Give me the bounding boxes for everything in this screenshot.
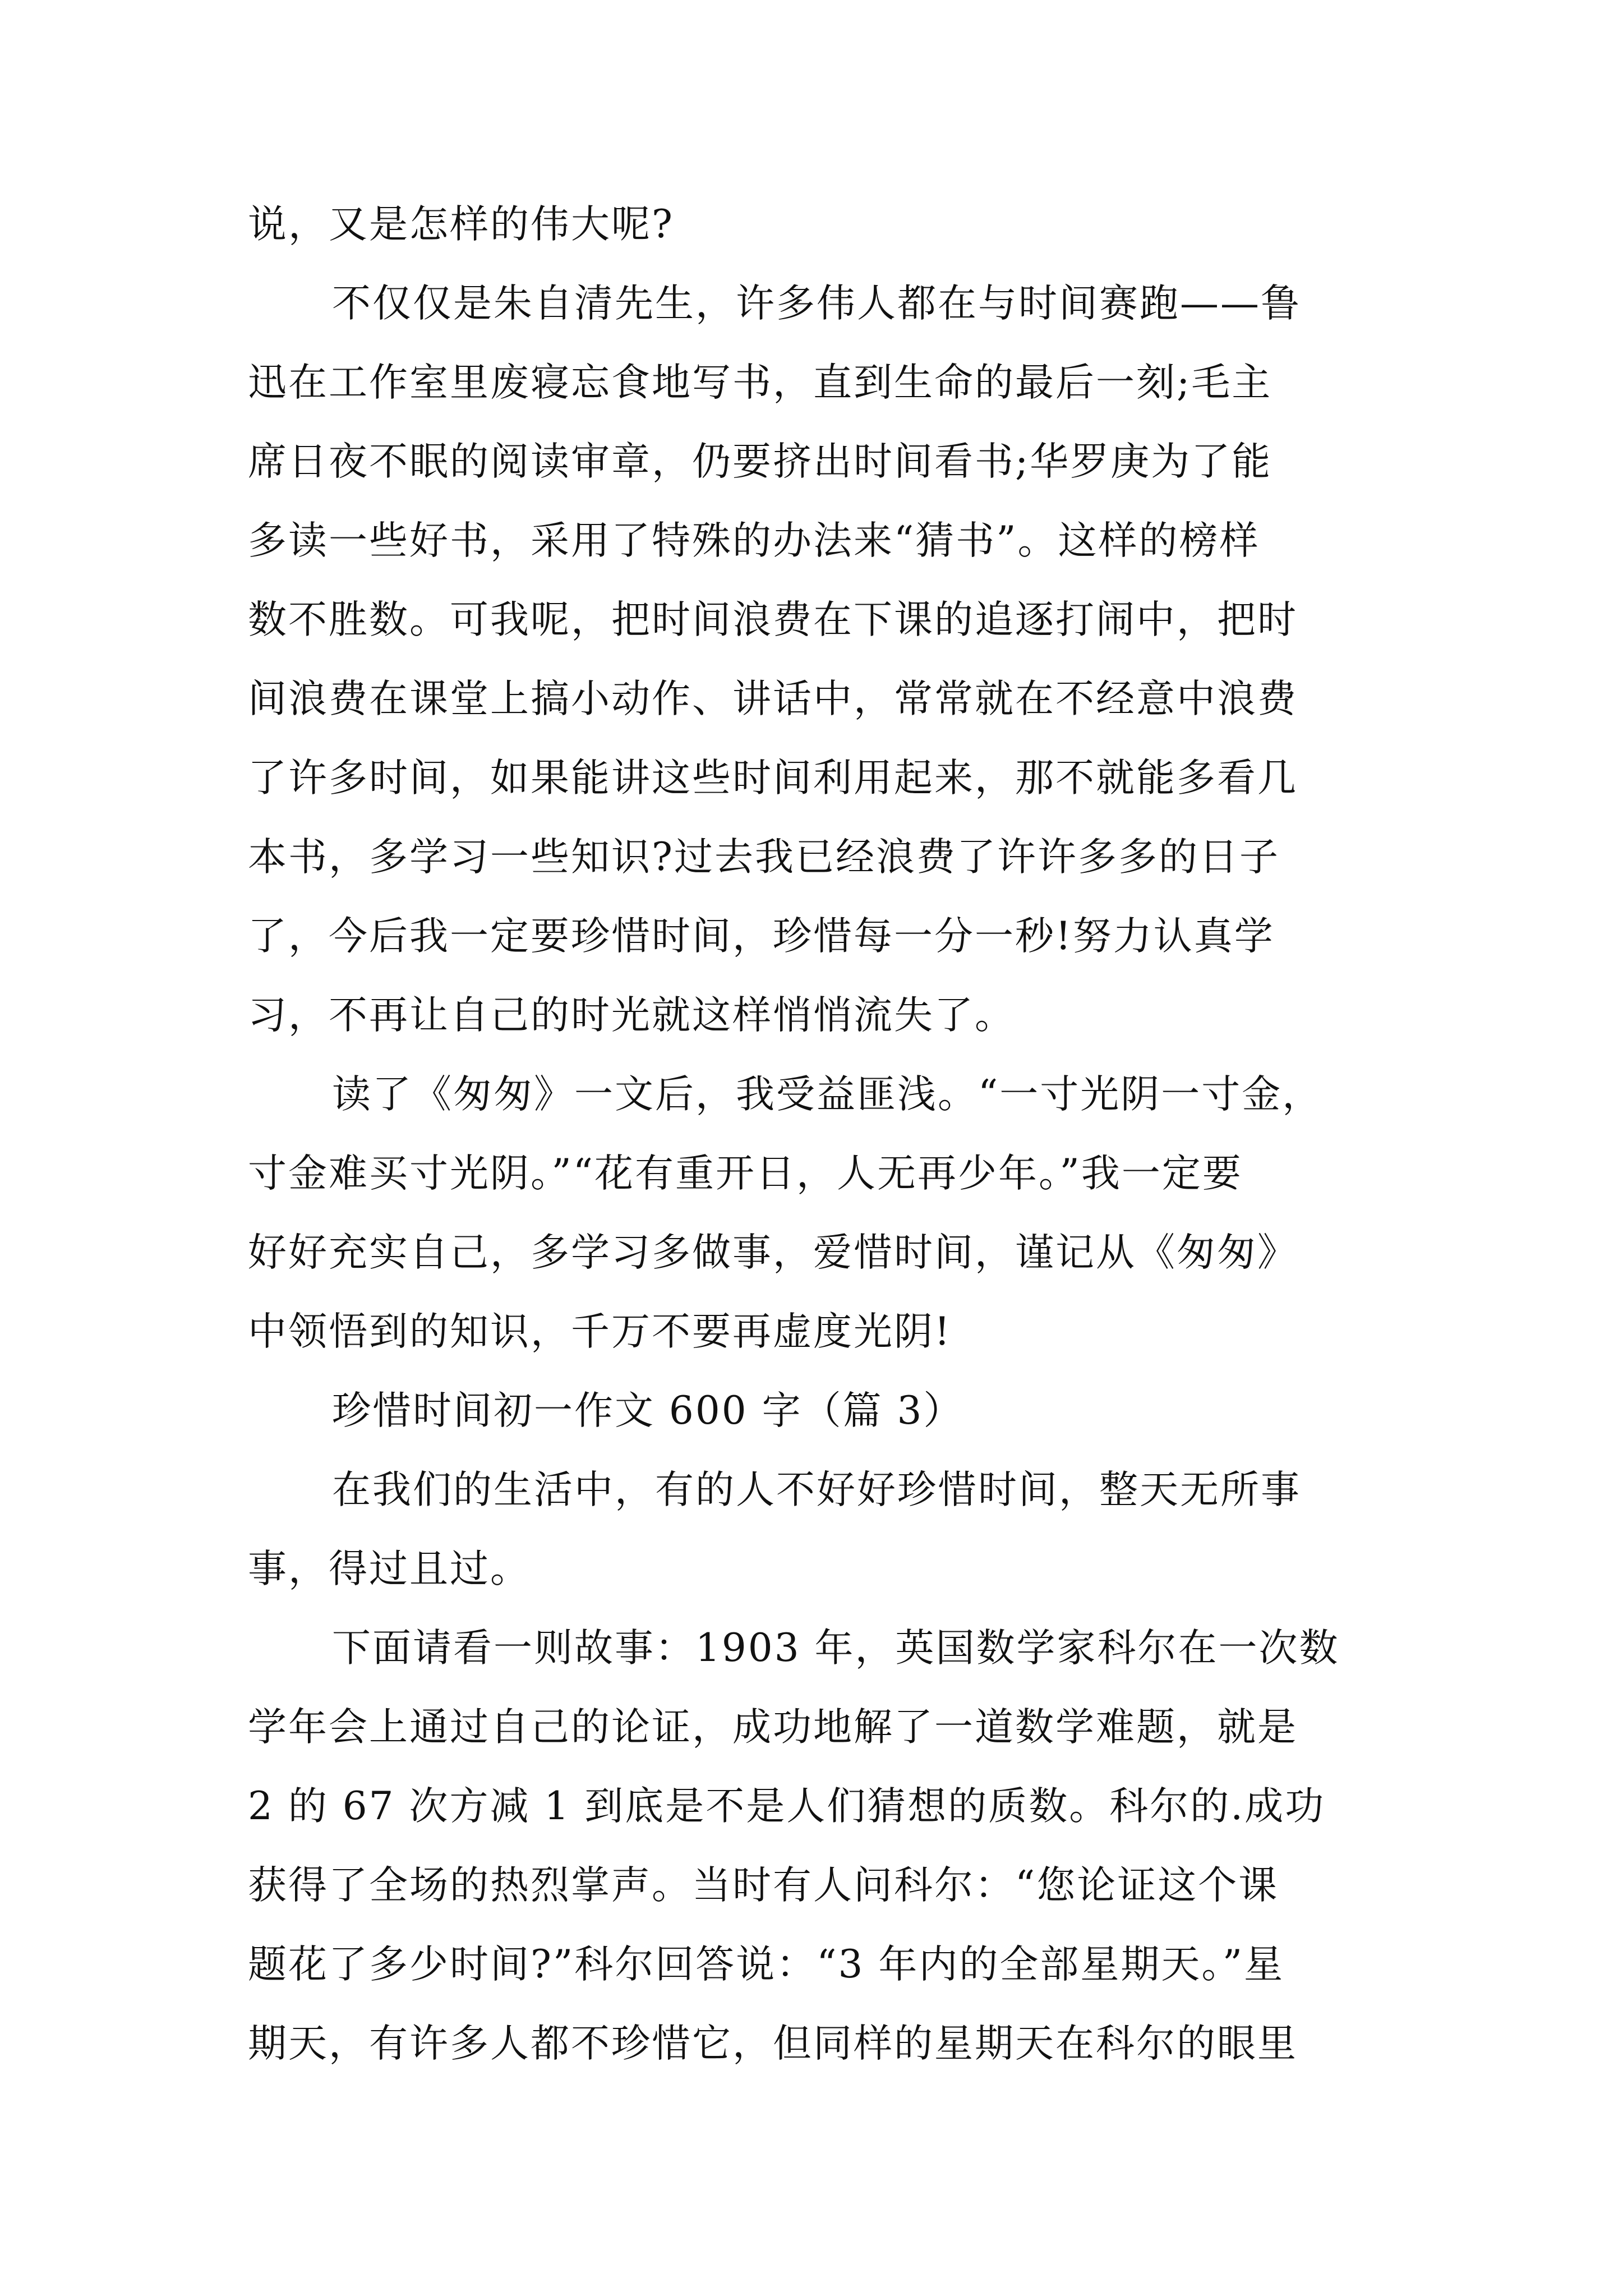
text-line: 了，今后我一定要珍惜时间，珍惜每一分一秒!努力认真学 xyxy=(248,914,1275,959)
text-line: 席日夜不眠的阅读审章，仍要挤出时间看书;华罗庚为了能 xyxy=(248,439,1272,484)
text-line: 读了《匆匆》一文后，我受益匪浅。“一寸光阴一寸金， xyxy=(332,1072,1323,1117)
text-line: 数不胜数。可我呢，把时间浪费在下课的追逐打闹中，把时 xyxy=(248,597,1298,642)
text-line: 在我们的生活中，有的人不好好珍惜时间，整天无所事 xyxy=(332,1467,1301,1512)
text-line: 迅在工作室里废寝忘食地写书，直到生命的最后一刻;毛主 xyxy=(248,360,1272,405)
text-line: 多读一些好书，采用了特殊的办法来“猜书”。这样的榜样 xyxy=(248,518,1260,563)
text-line: 2 的 67 次方减 1 到底是不是人们猜想的质数。科尔的.成功 xyxy=(248,1784,1326,1829)
text-line: 不仅仅是朱自清先生，许多伟人都在与时间赛跑——鲁 xyxy=(332,281,1301,326)
text-line: 习，不再让自己的时光就这样悄悄流失了。 xyxy=(248,993,1015,1038)
text-line: 了许多时间，如果能讲这些时间利用起来，那不就能多看几 xyxy=(248,756,1298,800)
text-line: 间浪费在课堂上搞小动作、讲话中，常常就在不经意中浪费 xyxy=(248,677,1298,721)
text-line: 中领悟到的知识，千万不要再虚度光阴! xyxy=(248,1309,952,1354)
text-line: 获得了全场的热烈掌声。当时有人问科尔：“您论证这个课 xyxy=(248,1863,1279,1908)
text-line: 本书，多学习一些知识?过去我已经浪费了许许多多的日子 xyxy=(248,835,1280,880)
body-text xyxy=(248,185,1392,2083)
text-line: 题花了多少时间?”科尔回答说：“3 年内的全部星期天。”星 xyxy=(248,1942,1285,1987)
section-heading: 珍惜时间初一作文 600 字（篇 3） xyxy=(332,1388,964,1433)
text-line: 说，又是怎样的伟大呢? xyxy=(248,202,674,247)
text-line: 期天，有许多人都不珍惜它，但同样的星期天在科尔的眼里 xyxy=(248,2021,1298,2066)
text-line: 好好充实自己，多学习多做事，爱惜时间，谨记从《匆匆》 xyxy=(248,1230,1298,1275)
text-line: 寸金难买寸光阴。”“花有重开日，人无再少年。”我一定要 xyxy=(248,1151,1243,1196)
text-line: 下面请看一则故事：1903 年，英国数学家科尔在一次数 xyxy=(332,1626,1340,1671)
text-line: 学年会上通过自己的论证，成功地解了一道数学难题，就是 xyxy=(248,1705,1298,1750)
text-line: 事，得过且过。 xyxy=(248,1547,531,1591)
